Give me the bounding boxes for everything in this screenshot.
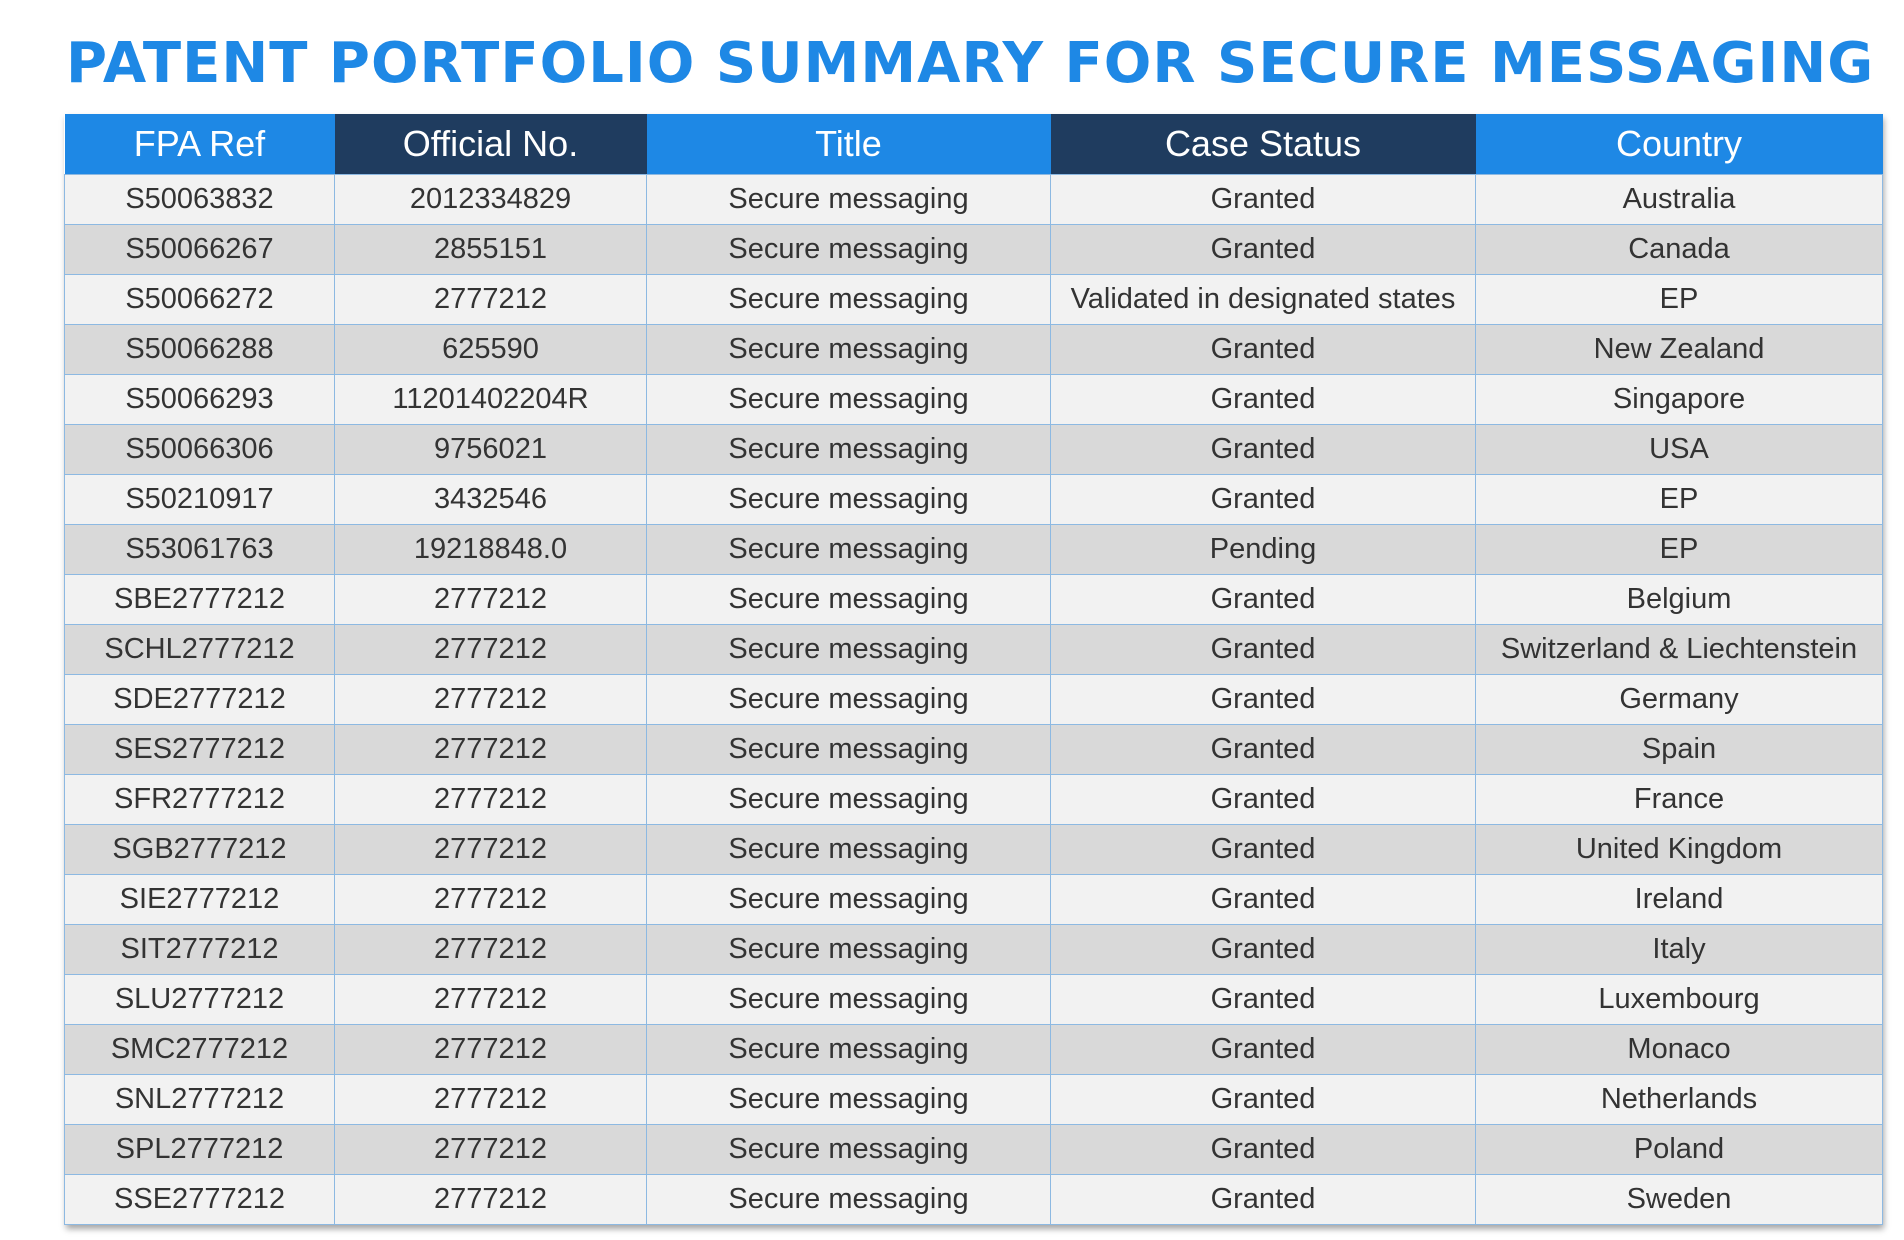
official-no-cell: 2012334829 bbox=[335, 175, 647, 225]
page-title: PATENT PORTFOLIO SUMMARY FOR SECURE MESSAGING bbox=[66, 31, 1875, 96]
table-row bbox=[65, 1075, 1883, 1125]
table-row bbox=[65, 1175, 1883, 1225]
country-cell: Singapore bbox=[1476, 375, 1883, 425]
country-cell: Australia bbox=[1476, 175, 1883, 225]
table-row bbox=[65, 525, 1883, 575]
official-no-cell: 2777212 bbox=[335, 675, 647, 725]
fpa-ref-cell: S50066288 bbox=[65, 325, 335, 375]
official-no-cell: 2855151 bbox=[335, 225, 647, 275]
case-status-cell: Granted bbox=[1051, 375, 1476, 425]
table-body bbox=[65, 175, 1883, 1225]
official-no-cell: 2777212 bbox=[335, 575, 647, 625]
country-cell: EP bbox=[1476, 525, 1883, 575]
case-status-cell: Pending bbox=[1051, 525, 1476, 575]
case-status-cell: Granted bbox=[1051, 425, 1476, 475]
official-no-cell: 2777212 bbox=[335, 275, 647, 325]
title-cell: Secure messaging bbox=[647, 525, 1051, 575]
table-row bbox=[65, 375, 1883, 425]
case-status-cell: Granted bbox=[1051, 675, 1476, 725]
official-no-cell: 3432546 bbox=[335, 475, 647, 525]
case-status-cell: Granted bbox=[1051, 325, 1476, 375]
fpa-ref-cell: SMC2777212 bbox=[65, 1025, 335, 1075]
official-no-cell: 2777212 bbox=[335, 825, 647, 875]
title-cell: Secure messaging bbox=[647, 425, 1051, 475]
official-no-cell: 2777212 bbox=[335, 625, 647, 675]
fpa-ref-cell: S50066267 bbox=[65, 225, 335, 275]
title-cell: Secure messaging bbox=[647, 375, 1051, 425]
case-status-cell: Granted bbox=[1051, 175, 1476, 225]
fpa-ref-cell: SES2777212 bbox=[65, 725, 335, 775]
country-cell: France bbox=[1476, 775, 1883, 825]
table-row bbox=[65, 725, 1883, 775]
table-header-row bbox=[65, 114, 1883, 175]
table-row bbox=[65, 425, 1883, 475]
title-cell: Secure messaging bbox=[647, 975, 1051, 1025]
country-cell: EP bbox=[1476, 275, 1883, 325]
fpa-ref-cell: SDE2777212 bbox=[65, 675, 335, 725]
fpa-ref-cell: S50210917 bbox=[65, 475, 335, 525]
title-cell: Secure messaging bbox=[647, 225, 1051, 275]
case-status-cell: Granted bbox=[1051, 775, 1476, 825]
case-status-cell: Granted bbox=[1051, 575, 1476, 625]
country-cell: Monaco bbox=[1476, 1025, 1883, 1075]
patent-table-container bbox=[64, 114, 1882, 1225]
column-header-title: Title bbox=[647, 114, 1051, 175]
table-row bbox=[65, 875, 1883, 925]
fpa-ref-cell: SPL2777212 bbox=[65, 1125, 335, 1175]
title-cell: Secure messaging bbox=[647, 325, 1051, 375]
country-cell: Ireland bbox=[1476, 875, 1883, 925]
case-status-cell: Granted bbox=[1051, 225, 1476, 275]
fpa-ref-cell: SLU2777212 bbox=[65, 975, 335, 1025]
country-cell: Netherlands bbox=[1476, 1075, 1883, 1125]
country-cell: Spain bbox=[1476, 725, 1883, 775]
official-no-cell: 9756021 bbox=[335, 425, 647, 475]
official-no-cell: 2777212 bbox=[335, 1025, 647, 1075]
country-cell: United Kingdom bbox=[1476, 825, 1883, 875]
title-cell: Secure messaging bbox=[647, 675, 1051, 725]
official-no-cell: 2777212 bbox=[335, 1075, 647, 1125]
title-cell: Secure messaging bbox=[647, 925, 1051, 975]
title-cell: Secure messaging bbox=[647, 475, 1051, 525]
case-status-cell: Granted bbox=[1051, 1075, 1476, 1125]
country-cell: Poland bbox=[1476, 1125, 1883, 1175]
title-cell: Secure messaging bbox=[647, 775, 1051, 825]
table-row bbox=[65, 675, 1883, 725]
patent-table bbox=[64, 114, 1883, 1225]
title-cell: Secure messaging bbox=[647, 175, 1051, 225]
country-cell: New Zealand bbox=[1476, 325, 1883, 375]
title-cell: Secure messaging bbox=[647, 275, 1051, 325]
official-no-cell: 2777212 bbox=[335, 925, 647, 975]
title-cell: Secure messaging bbox=[647, 1125, 1051, 1175]
case-status-cell: Validated in designated states bbox=[1051, 275, 1476, 325]
case-status-cell: Granted bbox=[1051, 475, 1476, 525]
table-row bbox=[65, 1025, 1883, 1075]
official-no-cell: 11201402204R bbox=[335, 375, 647, 425]
table-row bbox=[65, 475, 1883, 525]
country-cell: Canada bbox=[1476, 225, 1883, 275]
fpa-ref-cell: S50066306 bbox=[65, 425, 335, 475]
official-no-cell: 2777212 bbox=[335, 975, 647, 1025]
case-status-cell: Granted bbox=[1051, 1175, 1476, 1225]
country-cell: Italy bbox=[1476, 925, 1883, 975]
table-row bbox=[65, 575, 1883, 625]
fpa-ref-cell: SIE2777212 bbox=[65, 875, 335, 925]
table-row bbox=[65, 925, 1883, 975]
country-cell: Luxembourg bbox=[1476, 975, 1883, 1025]
title-cell: Secure messaging bbox=[647, 1025, 1051, 1075]
case-status-cell: Granted bbox=[1051, 875, 1476, 925]
country-cell: Belgium bbox=[1476, 575, 1883, 625]
fpa-ref-cell: S50066272 bbox=[65, 275, 335, 325]
case-status-cell: Granted bbox=[1051, 1025, 1476, 1075]
official-no-cell: 2777212 bbox=[335, 1175, 647, 1225]
fpa-ref-cell: SIT2777212 bbox=[65, 925, 335, 975]
title-cell: Secure messaging bbox=[647, 625, 1051, 675]
case-status-cell: Granted bbox=[1051, 825, 1476, 875]
fpa-ref-cell: SSE2777212 bbox=[65, 1175, 335, 1225]
title-cell: Secure messaging bbox=[647, 825, 1051, 875]
title-cell: Secure messaging bbox=[647, 1075, 1051, 1125]
official-no-cell: 2777212 bbox=[335, 725, 647, 775]
official-no-cell: 2777212 bbox=[335, 875, 647, 925]
title-cell: Secure messaging bbox=[647, 1175, 1051, 1225]
title-cell: Secure messaging bbox=[647, 575, 1051, 625]
official-no-cell: 625590 bbox=[335, 325, 647, 375]
table-row bbox=[65, 225, 1883, 275]
official-no-cell: 19218848.0 bbox=[335, 525, 647, 575]
fpa-ref-cell: S50066293 bbox=[65, 375, 335, 425]
fpa-ref-cell: S53061763 bbox=[65, 525, 335, 575]
table-row bbox=[65, 625, 1883, 675]
case-status-cell: Granted bbox=[1051, 725, 1476, 775]
case-status-cell: Granted bbox=[1051, 975, 1476, 1025]
title-cell: Secure messaging bbox=[647, 875, 1051, 925]
fpa-ref-cell: SFR2777212 bbox=[65, 775, 335, 825]
fpa-ref-cell: S50063832 bbox=[65, 175, 335, 225]
country-cell: EP bbox=[1476, 475, 1883, 525]
official-no-cell: 2777212 bbox=[335, 1125, 647, 1175]
table-row bbox=[65, 1125, 1883, 1175]
fpa-ref-cell: SNL2777212 bbox=[65, 1075, 335, 1125]
case-status-cell: Granted bbox=[1051, 625, 1476, 675]
table-row bbox=[65, 275, 1883, 325]
column-header-country: Country bbox=[1476, 114, 1883, 175]
column-header-fpa-ref: FPA Ref bbox=[65, 114, 335, 175]
country-cell: Switzerland & Liechtenstein bbox=[1476, 625, 1883, 675]
fpa-ref-cell: SCHL2777212 bbox=[65, 625, 335, 675]
table-row bbox=[65, 975, 1883, 1025]
country-cell: Sweden bbox=[1476, 1175, 1883, 1225]
title-cell: Secure messaging bbox=[647, 725, 1051, 775]
country-cell: Germany bbox=[1476, 675, 1883, 725]
fpa-ref-cell: SGB2777212 bbox=[65, 825, 335, 875]
table-row bbox=[65, 825, 1883, 875]
fpa-ref-cell: SBE2777212 bbox=[65, 575, 335, 625]
country-cell: USA bbox=[1476, 425, 1883, 475]
table-row bbox=[65, 775, 1883, 825]
column-header-official-no: Official No. bbox=[335, 114, 647, 175]
table-row bbox=[65, 325, 1883, 375]
official-no-cell: 2777212 bbox=[335, 775, 647, 825]
case-status-cell: Granted bbox=[1051, 925, 1476, 975]
case-status-cell: Granted bbox=[1051, 1125, 1476, 1175]
table-row bbox=[65, 175, 1883, 225]
column-header-case-status: Case Status bbox=[1051, 114, 1476, 175]
